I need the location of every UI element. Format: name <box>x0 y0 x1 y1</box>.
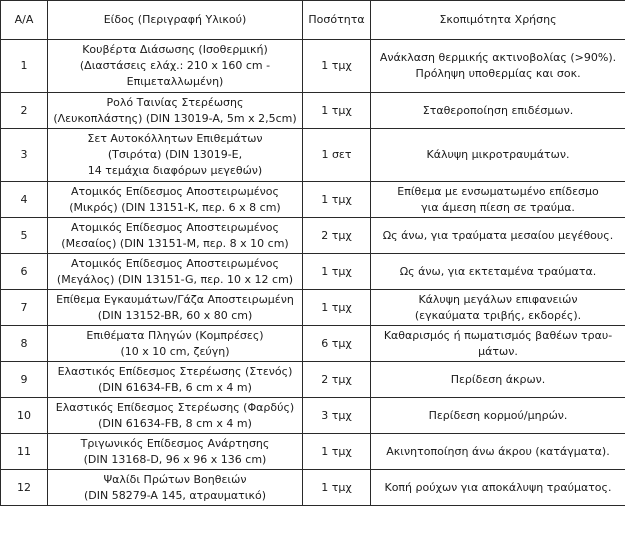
cell-line: Ελαστικός Επίδεσμος Στερέωσης (Στενός) <box>57 364 293 378</box>
cell-line: (10 x 10 cm, ζεύγη) <box>120 344 230 358</box>
cell-line: (DIN 13168-D, 96 x 96 x 136 cm) <box>83 452 267 466</box>
cell-line: (Διαστάσεις ελάχ.: 210 x 160 cm - <box>79 59 271 72</box>
table-row <box>1 398 625 434</box>
cell-line: Επίθεμα Εγκαυμάτων/Γάζα Αποστειρωμένη <box>56 292 294 306</box>
cell-item <box>48 182 303 218</box>
cell-use <box>371 470 625 506</box>
cell-line: Ελαστικός Επίδεσμος Στερέωσης (Φαρδύς) <box>55 400 295 414</box>
cell-line: Ατομικός Επίδεσμος Αποστειρωμένος <box>71 256 279 270</box>
table-row <box>1 129 625 182</box>
cell-no: 1 <box>1 40 48 93</box>
cell-use <box>371 129 625 182</box>
cell-line: Περίδεση άκρων. <box>450 372 546 386</box>
cell-line: για άμεση πίεση σε τραύμα. <box>421 200 575 214</box>
cell-use <box>371 40 625 93</box>
cell-line: (DIN 58279-A 145, ατραυματικό) <box>83 488 267 502</box>
cell-line: (εγκαύματα τριβής, εκδορές). <box>414 308 582 322</box>
cell-line: Ατομικός Επίδεσμος Αποστειρωμένος <box>71 220 279 234</box>
cell-line: Ανάκλαση θερμικής ακτινοβολίας (>90%). <box>379 51 617 64</box>
table-row <box>1 362 625 398</box>
cell-line: (DIN 61634-FB, 8 cm x 4 m) <box>98 416 252 430</box>
cell-use <box>371 434 625 470</box>
header-no: Α/Α <box>1 1 48 40</box>
cell-use <box>371 254 625 290</box>
cell-line: Κουβέρτα Διάσωσης (Ισοθερμική) <box>82 43 268 56</box>
cell-line: (DIN 13152-BR, 60 x 80 cm) <box>97 308 253 322</box>
cell-line: Κάλυψη μικροτραυμάτων. <box>426 148 570 161</box>
cell-line: Σταθεροποίηση επιδέσμων. <box>422 103 574 117</box>
table-row <box>1 470 625 506</box>
cell-item <box>48 218 303 254</box>
cell-qty: 1 τμχ <box>303 40 371 93</box>
cell-no: 12 <box>1 470 48 506</box>
cell-item <box>48 290 303 326</box>
cell-qty: 2 τμχ <box>303 218 371 254</box>
cell-line: Περίδεση κορμού/μηρών. <box>428 408 568 422</box>
cell-use <box>371 398 625 434</box>
cell-line: Ως άνω, για εκτεταμένα τραύματα. <box>399 264 597 278</box>
cell-line: Επιμεταλλωμένη) <box>126 75 224 88</box>
cell-line: Σετ Αυτοκόλλητων Επιθεμάτων <box>87 132 263 145</box>
cell-line: μάτων. <box>478 344 518 358</box>
cell-no: 6 <box>1 254 48 290</box>
cell-qty: 1 τμχ <box>303 254 371 290</box>
cell-qty: 1 τμχ <box>303 182 371 218</box>
cell-use <box>371 290 625 326</box>
cell-use <box>371 218 625 254</box>
cell-use <box>371 326 625 362</box>
cell-no: 9 <box>1 362 48 398</box>
cell-line: Επιθέματα Πληγών (Κομπρέσες) <box>86 328 264 342</box>
cell-line: (Λευκοπλάστης) (DIN 13019-A, 5m x 2,5cm) <box>53 111 297 125</box>
cell-use <box>371 362 625 398</box>
cell-item <box>48 129 303 182</box>
cell-line: Ρολό Ταινίας Στερέωσης <box>106 95 244 109</box>
cell-line: Ακινητοποίηση άνω άκρου (κατάγματα). <box>386 444 610 458</box>
cell-line: 14 τεμάχια διαφόρων μεγεθών) <box>87 164 263 177</box>
header-row <box>1 1 625 40</box>
cell-line: Ψαλίδι Πρώτων Βοηθειών <box>103 472 247 486</box>
cell-line: Ως άνω, για τραύματα μεσαίου μεγέθους. <box>382 228 614 242</box>
cell-qty: 1 σετ <box>303 129 371 182</box>
cell-line: Τριγωνικός Επίδεσμος Ανάρτησης <box>80 436 270 450</box>
cell-item <box>48 40 303 93</box>
cell-item <box>48 254 303 290</box>
table-row <box>1 93 625 129</box>
header-qty: Ποσότητα <box>303 1 371 40</box>
header-item: Είδος (Περιγραφή Υλικού) <box>48 1 303 40</box>
table-row <box>1 182 625 218</box>
table-body <box>1 40 625 506</box>
cell-item <box>48 326 303 362</box>
table-row <box>1 254 625 290</box>
cell-line: Επίθεμα με ενσωματωμένο επίδεσμο <box>397 184 599 198</box>
cell-no: 2 <box>1 93 48 129</box>
cell-qty: 1 τμχ <box>303 434 371 470</box>
cell-line: (Τσιρότα) (DIN 13019-E, <box>107 148 243 161</box>
cell-no: 4 <box>1 182 48 218</box>
cell-qty: 1 τμχ <box>303 93 371 129</box>
cell-use <box>371 182 625 218</box>
table-row <box>1 326 625 362</box>
cell-qty: 1 τμχ <box>303 470 371 506</box>
cell-line: Κοπή ρούχων για αποκάλυψη τραύματος. <box>384 480 612 494</box>
cell-line: Ατομικός Επίδεσμος Αποστειρωμένος <box>71 184 279 198</box>
cell-qty: 1 τμχ <box>303 290 371 326</box>
cell-line: (Μεσαίος) (DIN 13151-M, περ. 8 x 10 cm) <box>61 236 289 250</box>
cell-line: Πρόληψη υποθερμίας και σοκ. <box>415 67 581 80</box>
cell-line: (Μικρός) (DIN 13151-K, περ. 6 x 8 cm) <box>69 200 281 214</box>
table-row <box>1 290 625 326</box>
cell-no: 10 <box>1 398 48 434</box>
cell-no: 3 <box>1 129 48 182</box>
cell-no: 7 <box>1 290 48 326</box>
cell-item <box>48 470 303 506</box>
table-row <box>1 434 625 470</box>
cell-line: (DIN 61634-FB, 6 cm x 4 m) <box>98 380 252 394</box>
table-row <box>1 40 625 93</box>
cell-use <box>371 93 625 129</box>
cell-no: 5 <box>1 218 48 254</box>
table-row <box>1 218 625 254</box>
cell-line: Κάλυψη μεγάλων επιφανειών <box>418 292 578 306</box>
cell-item <box>48 362 303 398</box>
cell-item <box>48 398 303 434</box>
cell-line: Καθαρισμός ή πωματισμός βαθέων τραυ- <box>383 328 613 342</box>
cell-line: (Μεγάλος) (DIN 13151-G, περ. 10 x 12 cm) <box>56 272 294 286</box>
cell-item <box>48 93 303 129</box>
cell-qty: 2 τμχ <box>303 362 371 398</box>
header-use: Σκοπιμότητα Χρήσης <box>371 1 625 40</box>
cell-item <box>48 434 303 470</box>
cell-no: 11 <box>1 434 48 470</box>
cell-qty: 6 τμχ <box>303 326 371 362</box>
cell-no: 8 <box>1 326 48 362</box>
cell-qty: 3 τμχ <box>303 398 371 434</box>
